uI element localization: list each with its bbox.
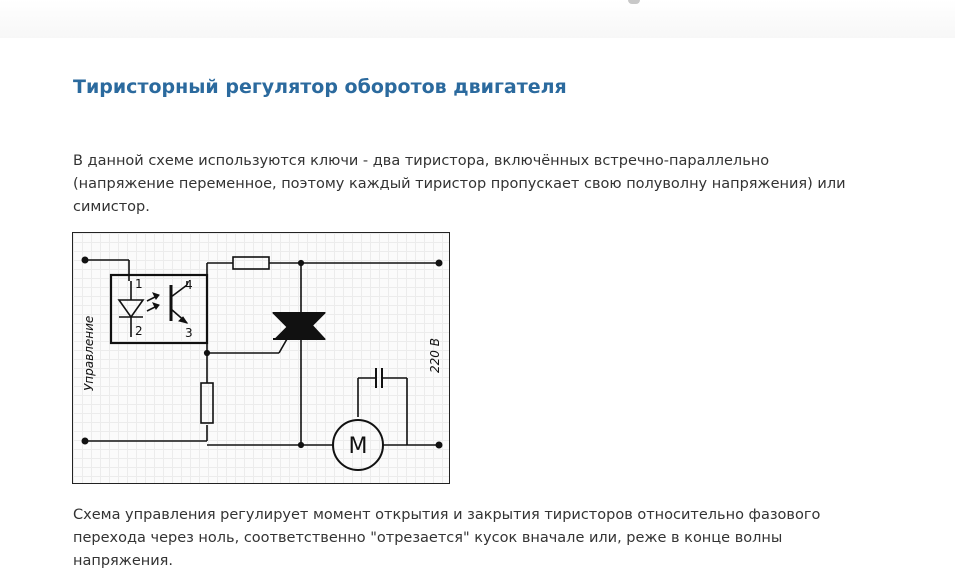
pin-label-1: 1 bbox=[135, 277, 143, 291]
intro-line-3: симистор. bbox=[73, 199, 150, 215]
pin-label-3: 3 bbox=[185, 326, 193, 340]
motor-label: M bbox=[348, 434, 368, 459]
banner-edge-mark bbox=[628, 0, 640, 4]
top-banner-strip bbox=[0, 0, 955, 38]
voltage-label: 220 В bbox=[428, 338, 442, 373]
terminal-220-top bbox=[436, 260, 442, 266]
resistor-top bbox=[233, 257, 269, 269]
terminal-control-top bbox=[82, 257, 88, 263]
pin-label-4: 4 bbox=[185, 278, 193, 292]
outro-line-1: Схема управления регулирует момент открытия и закрытия тиристоров относительно фазового bbox=[73, 507, 821, 523]
intro-line-1: В данной схеме используются ключи - два тиристора, включённых встречно-параллельно bbox=[73, 153, 770, 169]
resistor-vertical bbox=[201, 383, 213, 423]
article-title: Тиристорный регулятор оборотов двигателя bbox=[73, 76, 567, 98]
pin-label-2: 2 bbox=[135, 324, 143, 338]
circuit-schematic bbox=[73, 233, 451, 485]
control-label: Управление bbox=[82, 315, 96, 391]
outro-line-3: напряжения. bbox=[73, 553, 173, 569]
terminal-control-bottom bbox=[82, 438, 88, 444]
circuit-schematic-figure bbox=[72, 232, 450, 484]
intro-paragraph bbox=[73, 150, 873, 219]
intro-line-2: (напряжение переменное, поэтому каждый тиристор пропускает свою полуволну напряжения) или bbox=[73, 176, 846, 192]
terminal-220-bottom bbox=[436, 442, 442, 448]
outro-line-2: перехода через ноль, соответственно "отрезается" кусок вначале или, реже в конце волны bbox=[73, 530, 783, 546]
outro-paragraph bbox=[73, 504, 873, 573]
